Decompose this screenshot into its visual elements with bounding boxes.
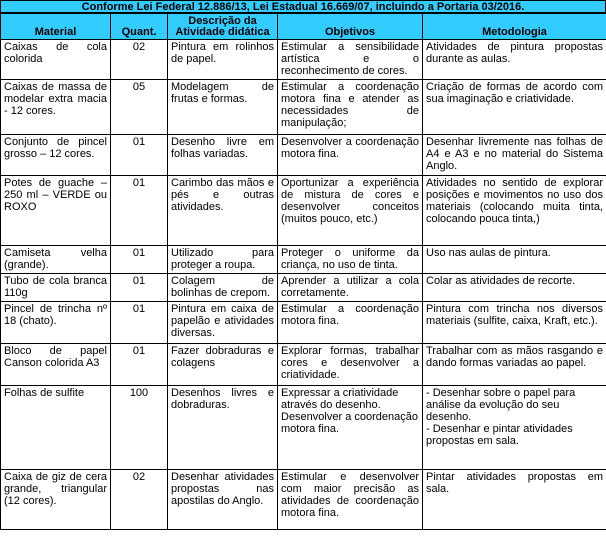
table-row — [1, 302, 606, 344]
cell-quant: 01 — [111, 135, 168, 176]
cell-descricao: Desenho livre em folhas variadas. — [168, 135, 278, 176]
cell-metodologia: Desenhar livremente nas folhas de A4 e A3 e no material do Sistema Anglo. — [423, 135, 606, 176]
table-row — [1, 344, 606, 386]
cell-metodologia: Pintar atividades propostas em sala. — [423, 470, 606, 530]
cell-descricao: Pintura em caixa de papelão e atividades diversas. — [168, 302, 278, 344]
cell-quant: 05 — [111, 80, 168, 135]
cell-metodologia: Colar as atividades de recorte. — [423, 274, 606, 302]
table-header-row — [1, 14, 606, 40]
table-row — [1, 470, 606, 530]
cell-objetivos: Proteger o uniforme da criança, no uso de tinta. — [278, 246, 423, 274]
table-row — [1, 386, 606, 470]
cell-material: Folhas de sulfite — [1, 386, 111, 470]
cell-descricao: Utilizado para proteger a roupa. — [168, 246, 278, 274]
cell-metodologia: Atividades de pintura propostas durante as aulas. — [423, 40, 606, 80]
table-row — [1, 135, 606, 176]
cell-metodologia: Criação de formas de acordo com sua imaginação e criatividade. — [423, 80, 606, 135]
cell-descricao: Colagem de bolinhas de crepom. — [168, 274, 278, 302]
cell-descricao: Desenhar atividades propostas nas apostilas do Anglo. — [168, 470, 278, 530]
cell-descricao: Modelagem de frutas e formas. — [168, 80, 278, 135]
legal-banner: Conforme Lei Federal 12.886/13, Lei Estadual 16.669/07, incluindo a Portaria 03/2016. — [0, 0, 606, 13]
cell-material: Caixas de cola colorida — [1, 40, 111, 80]
header-quant: Quant. — [111, 14, 168, 40]
cell-objetivos: Estimular a coordenação motora fina e atender as necessidades de manipulação; — [278, 80, 423, 135]
cell-material: Potes de guache – 250 ml – VERDE ou ROXO — [1, 176, 111, 246]
cell-quant: 02 — [111, 40, 168, 80]
cell-metodologia: Uso nas aulas de pintura. — [423, 246, 606, 274]
header-material: Material — [1, 14, 111, 40]
cell-metodologia: - Desenhar sobre o papel para análise da evolução do seu desenho. - Desenhar e pintar atividades propostas em sala. — [423, 386, 606, 470]
cell-quant: 01 — [111, 344, 168, 386]
cell-descricao: Carimbo das mãos e pés e outras atividades. — [168, 176, 278, 246]
cell-quant: 100 — [111, 386, 168, 470]
cell-material: Conjunto de pincel grosso – 12 cores. — [1, 135, 111, 176]
cell-objetivos: Aprender a utilizar a cola corretamente. — [278, 274, 423, 302]
cell-material: Caixas de massa de modelar extra macia - 12 cores. — [1, 80, 111, 135]
cell-objetivos: Estimular a sensibilidade artística e o reconhecimento de cores. — [278, 40, 423, 80]
cell-descricao: Pintura em rolinhos de papel. — [168, 40, 278, 80]
cell-material: Bloco de papel Canson colorida A3 — [1, 344, 111, 386]
header-descricao: Descrição da Atividade didática — [168, 14, 278, 40]
cell-objetivos: Explorar formas, trabalhar cores e desenvolver a criatividade. — [278, 344, 423, 386]
table-row — [1, 274, 606, 302]
cell-metodologia: Atividades no sentido de explorar posições e movimentos no uso dos materiais (colocando muita tinta, colocando pouca tinta,) — [423, 176, 606, 246]
table-row — [1, 40, 606, 80]
cell-material: Camiseta velha (grande). — [1, 246, 111, 274]
cell-material: Caixa de giz de cera grande, triangular (12 cores). — [1, 470, 111, 530]
cell-quant: 01 — [111, 274, 168, 302]
table-row — [1, 176, 606, 246]
cell-objetivos: Expressar a criatividade através do desenho. Desenvolver a coordenação motora fina. — [278, 386, 423, 470]
cell-material: Tubo de cola branca 110g — [1, 274, 111, 302]
cell-material: Pincel de trincha nº 18 (chato). — [1, 302, 111, 344]
cell-descricao: Fazer dobraduras e colagens — [168, 344, 278, 386]
materials-table — [0, 13, 606, 530]
cell-descricao: Desenhos livres e dobraduras. — [168, 386, 278, 470]
header-objetivos: Objetivos — [278, 14, 423, 40]
cell-quant: 01 — [111, 176, 168, 246]
cell-objetivos: Desenvolver a coordenação motora fina. — [278, 135, 423, 176]
cell-objetivos: Estimular e desenvolver com maior precisão as atividades de coordenação motora fina. — [278, 470, 423, 530]
table-row — [1, 246, 606, 274]
table-row — [1, 80, 606, 135]
header-metodologia: Metodologia — [423, 14, 606, 40]
cell-quant: 01 — [111, 246, 168, 274]
cell-metodologia: Pintura com trincha nos diversos materiais (sulfite, caixa, Kraft, etc.). — [423, 302, 606, 344]
cell-quant: 01 — [111, 302, 168, 344]
cell-objetivos: Oportunizar a experiência de mistura de cores e desenvolver conceitos (muitos pouco, etc.) — [278, 176, 423, 246]
cell-quant: 02 — [111, 470, 168, 530]
cell-metodologia: Trabalhar com as mãos rasgando e dando formas variadas ao papel. — [423, 344, 606, 386]
cell-objetivos: Estimular a coordenação motora fina. — [278, 302, 423, 344]
